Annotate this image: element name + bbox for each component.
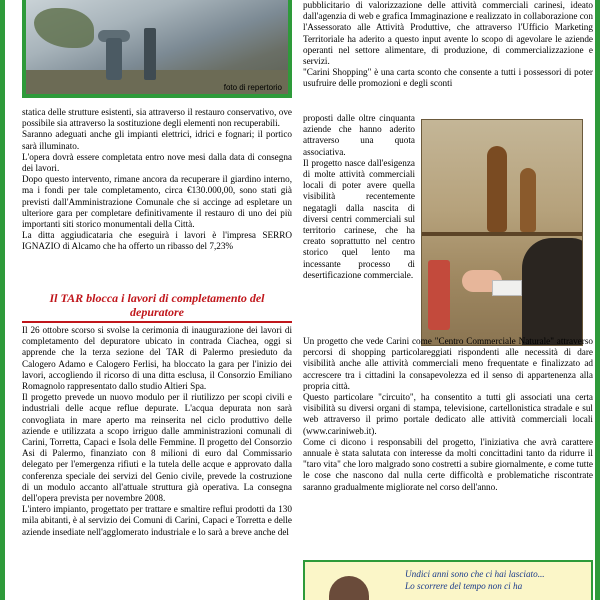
article-paragraph: Dopo questo intervento, rimane ancora da recuperare il giardino interno, ma i fondi per tale completamento, circa €130.000,00, sono stati già previsti dall'Amministrazione Comunale che si accinge ad espletare un ulteriore gara per completare definitivamente il restauro di uno dei più importanti siti storico monumentali della Città.: [22, 174, 292, 230]
article-paragraph: L'opera dovrà essere completata entro nove mesi dalla data di consegna dei lavori.: [22, 151, 292, 174]
left-column-top: [22, 107, 292, 253]
left-column-bottom: [22, 325, 292, 538]
photo-vegetation: [34, 8, 94, 48]
photo-person: [522, 238, 583, 346]
photo-card: [492, 280, 522, 296]
right-column-bottom: [303, 336, 593, 493]
article-paragraph: pubblicitario di valorizzazione delle attività commerciali carinesi, ideato dall'agenzia di web e grafica Immaginazione e realizzato in collaborazione con l'Assessorato alle Attività Produttive, che attraverso l'Ufficio Marketing Territoriale ha aderito a questo input avente lo scopo di agevolare le aziende operanti nel settore alimentare, di produzione, di commercializzazione e servizi.: [303, 0, 593, 67]
article-paragraph: statica delle strutture esistenti, sia attraverso il restauro conservativo, ove possibile sia attraverso la sostituzione degli elementi non recuperabili.: [22, 107, 292, 129]
photo-pipe: [106, 38, 122, 80]
article-paragraph: proposti dalle oltre cinquanta aziende che hanno aderito attraverso una quota associativa.: [303, 113, 415, 157]
article-headline: Il TAR blocca i lavori di completamento del depuratore: [49, 291, 265, 319]
photo-vase: [487, 146, 507, 232]
left-green-border: [0, 0, 5, 600]
article-paragraph: Il 26 ottobre scorso si svolse la cerimonia di inaugurazione dei lavori di completamento del depuratore ubicato in contrada Ciachea, oggi si apprende che la terza sezione del TAR di Palermo presieduto da Calogero Adamo e Calogero Ferlisi, ha bloccato la gara per l'inizio dei lavori, accogliendo il ricorso di una ditta esclusa, il Consorzio Emiliano Romagnolo rappresentato dallo studio Altieri Spa.: [22, 325, 292, 392]
article-paragraph: Un progetto che vede Carini come "Centro Commerciale Naturale" attraverso percorsi di shopping particolareggiati rispondenti alle necessità di dare visibilità anche alle attività commerciali meno frequentate e finalizzato ad accrescere tra i cittadini la consapevolezza ed il senso di appartenenza alla propria città.: [303, 336, 593, 391]
article-paragraph: Il progetto nasce dall'esigenza di molte attività commerciali locali di poter avere quella visibilità recentemente negatagli dalla nascita di diversi centri commerciali sul territorio carinese, che ha creato soprattutto nel centro storico quel lento ma incessante processo di desertificazione commerciale.: [303, 157, 415, 280]
right-column-top: [303, 0, 593, 90]
right-green-border: [595, 0, 600, 600]
article-paragraph: Il progetto prevede un nuovo modulo per il riutilizzo per scopi civili e industriali delle acque reflue depurate. L'acqua depurata non sarà convogliata in mare aperto ma reinserita nel ciclo produttivo delle aziende e utilizzata a scopo irriguo dalle amministrazioni comunali di Carini, Torretta, Capaci e Isola delle Femmine. Il progetto del Consorzio Asi di Palermo, finanziato con 8 milioni di euro dal Commissario delegato per l'emergenza rifiuti e la tutela delle acque e approvato dalla conferenza speciale dei servizi del Genio civile, prevede la costruzione di un modulo accanto all'attuale struttura già operativa. La consegna dell'opera prevista per novembre 2008.: [22, 392, 292, 504]
photo-caption: foto di repertorio: [223, 83, 282, 92]
photo-vase: [520, 168, 536, 232]
memorial-line: Undici anni sono che ci hai lasciato...: [405, 569, 545, 579]
article-paragraph: Questo particolare "circuito", ha consentito a tutti gli associati una certa visibilità su diversi organi di stampa, televisione, cartellonistica stradale e sul web attraverso il primo portale dedicato alle attività commerciali locali (www.cariniweb.it).: [303, 392, 593, 436]
article-paragraph: "Carini Shopping" è una carta sconto che consente a tutti i possessori di poter usufruire delle promozioni e degli sconti: [303, 67, 593, 89]
photo-box: [428, 260, 450, 330]
memorial-text: [405, 568, 591, 592]
memorial-ad-box: [303, 560, 593, 600]
photo-pipe: [144, 28, 156, 80]
photo-shelf: [422, 232, 582, 236]
portrait-photo: [329, 576, 369, 600]
water-plant-photo: [22, 0, 292, 98]
memorial-line: Lo scorrere del tempo non ci ha: [405, 581, 523, 591]
headline-underline: [22, 321, 292, 323]
right-column-narrow: [303, 113, 415, 281]
article-paragraph: Saranno adeguati anche gli impianti elettrici, idrici e fognari; il portico sarà illuminato.: [22, 129, 292, 151]
article-paragraph: L'intero impianto, progettato per trattare e smaltire reflui prodotti da 130 mila abitanti, è al servizio dei Comuni di Carini, Capaci e Torretta e delle aziende insediate nell'agglomerato industriale e lo sarà a breve anche del: [22, 504, 292, 537]
article-paragraph: Come ci dicono i responsabili del progetto, l'iniziativa che avrà carattere annuale è stata salutata con interesse da molti concittadini tanto da ridurre il "taro vita" che loro malgrado sono costretti a subire giornalmente, e come tutte le cose che nascono dal nulla certe difficoltà e problematiche riscontrate saranno gradualmente migliorate nel corso dell'anno.: [303, 436, 593, 492]
article-paragraph: La ditta aggiudicataria che eseguirà i lavori è l'impresa SERRO IGNAZIO di Alcamo che ha offerto un ribasso del 7,23%: [22, 230, 292, 252]
shop-card-photo: [421, 119, 583, 346]
